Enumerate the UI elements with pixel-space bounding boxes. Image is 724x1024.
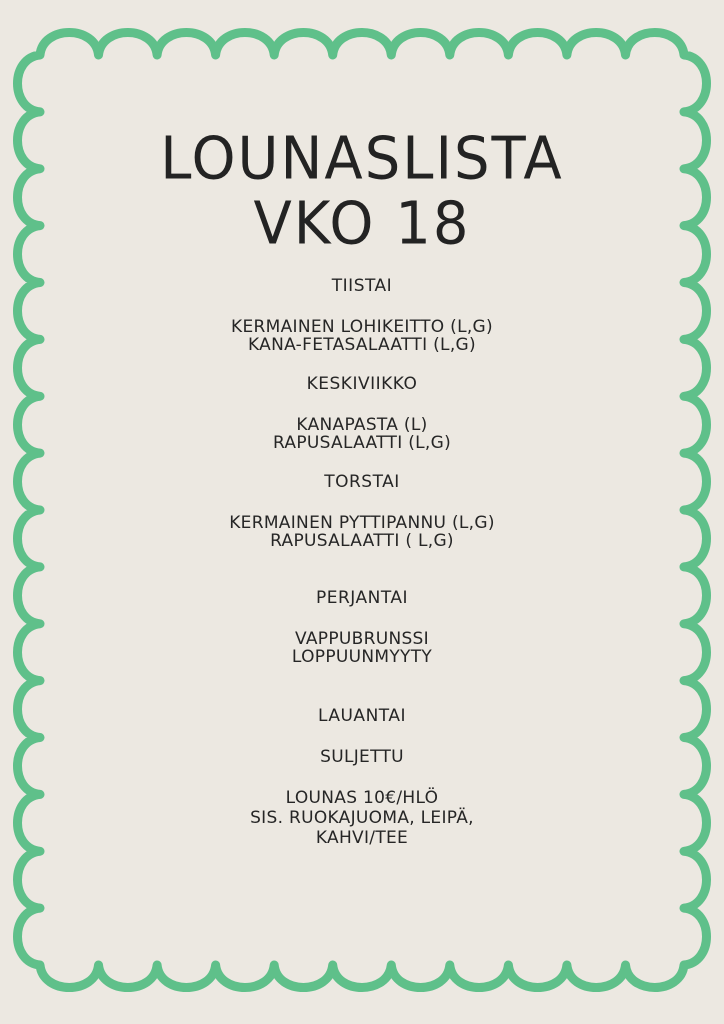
dish-item: KANA-FETASALAATTI (L,G) [248,335,476,355]
day-label: KESKIVIIKKO [306,374,418,394]
day-label: TIISTAI [331,276,393,296]
price-note [110,788,614,848]
dish-item: KANAPASTA (L) [296,415,428,435]
dish-list [110,514,614,550]
title-line-2: VKO 18 [253,189,471,259]
day-label: LAUANTAI [318,706,406,726]
day-label: TORSTAI [324,472,400,492]
dish-list [110,318,614,354]
dish-item: SULJETTU [320,747,404,767]
dish-item: LOPPUUNMYYTY [291,647,433,667]
price-line: LOUNAS 10€/HLÖ [285,788,439,808]
dish-item: RAPUSALAATTI (L,G) [272,433,452,453]
day-section-saturday [110,706,614,766]
dish-list [110,416,614,452]
day-section-tuesday [110,276,614,354]
menu-title [110,124,614,259]
includes-line: SIS. RUOKAJUOMA, LEIPÄ, [250,808,474,828]
dish-item: RAPUSALAATTI ( L,G) [270,531,454,551]
includes-line-2: KAHVI/TEE [315,828,409,848]
day-section-wednesday [110,374,614,452]
dish-list [110,748,614,766]
title-line-1: LOUNASLISTA [160,124,564,194]
day-label: PERJANTAI [315,588,409,608]
dish-item: KERMAINEN LOHIKEITTO (L,G) [231,317,493,337]
dish-list [110,630,614,666]
dish-item: VAPPUBRUNSSI [295,629,429,649]
day-section-friday [110,588,614,666]
dish-item: KERMAINEN PYTTIPANNU (L,G) [229,513,495,533]
day-section-thursday [110,472,614,550]
lunch-menu [110,124,614,848]
